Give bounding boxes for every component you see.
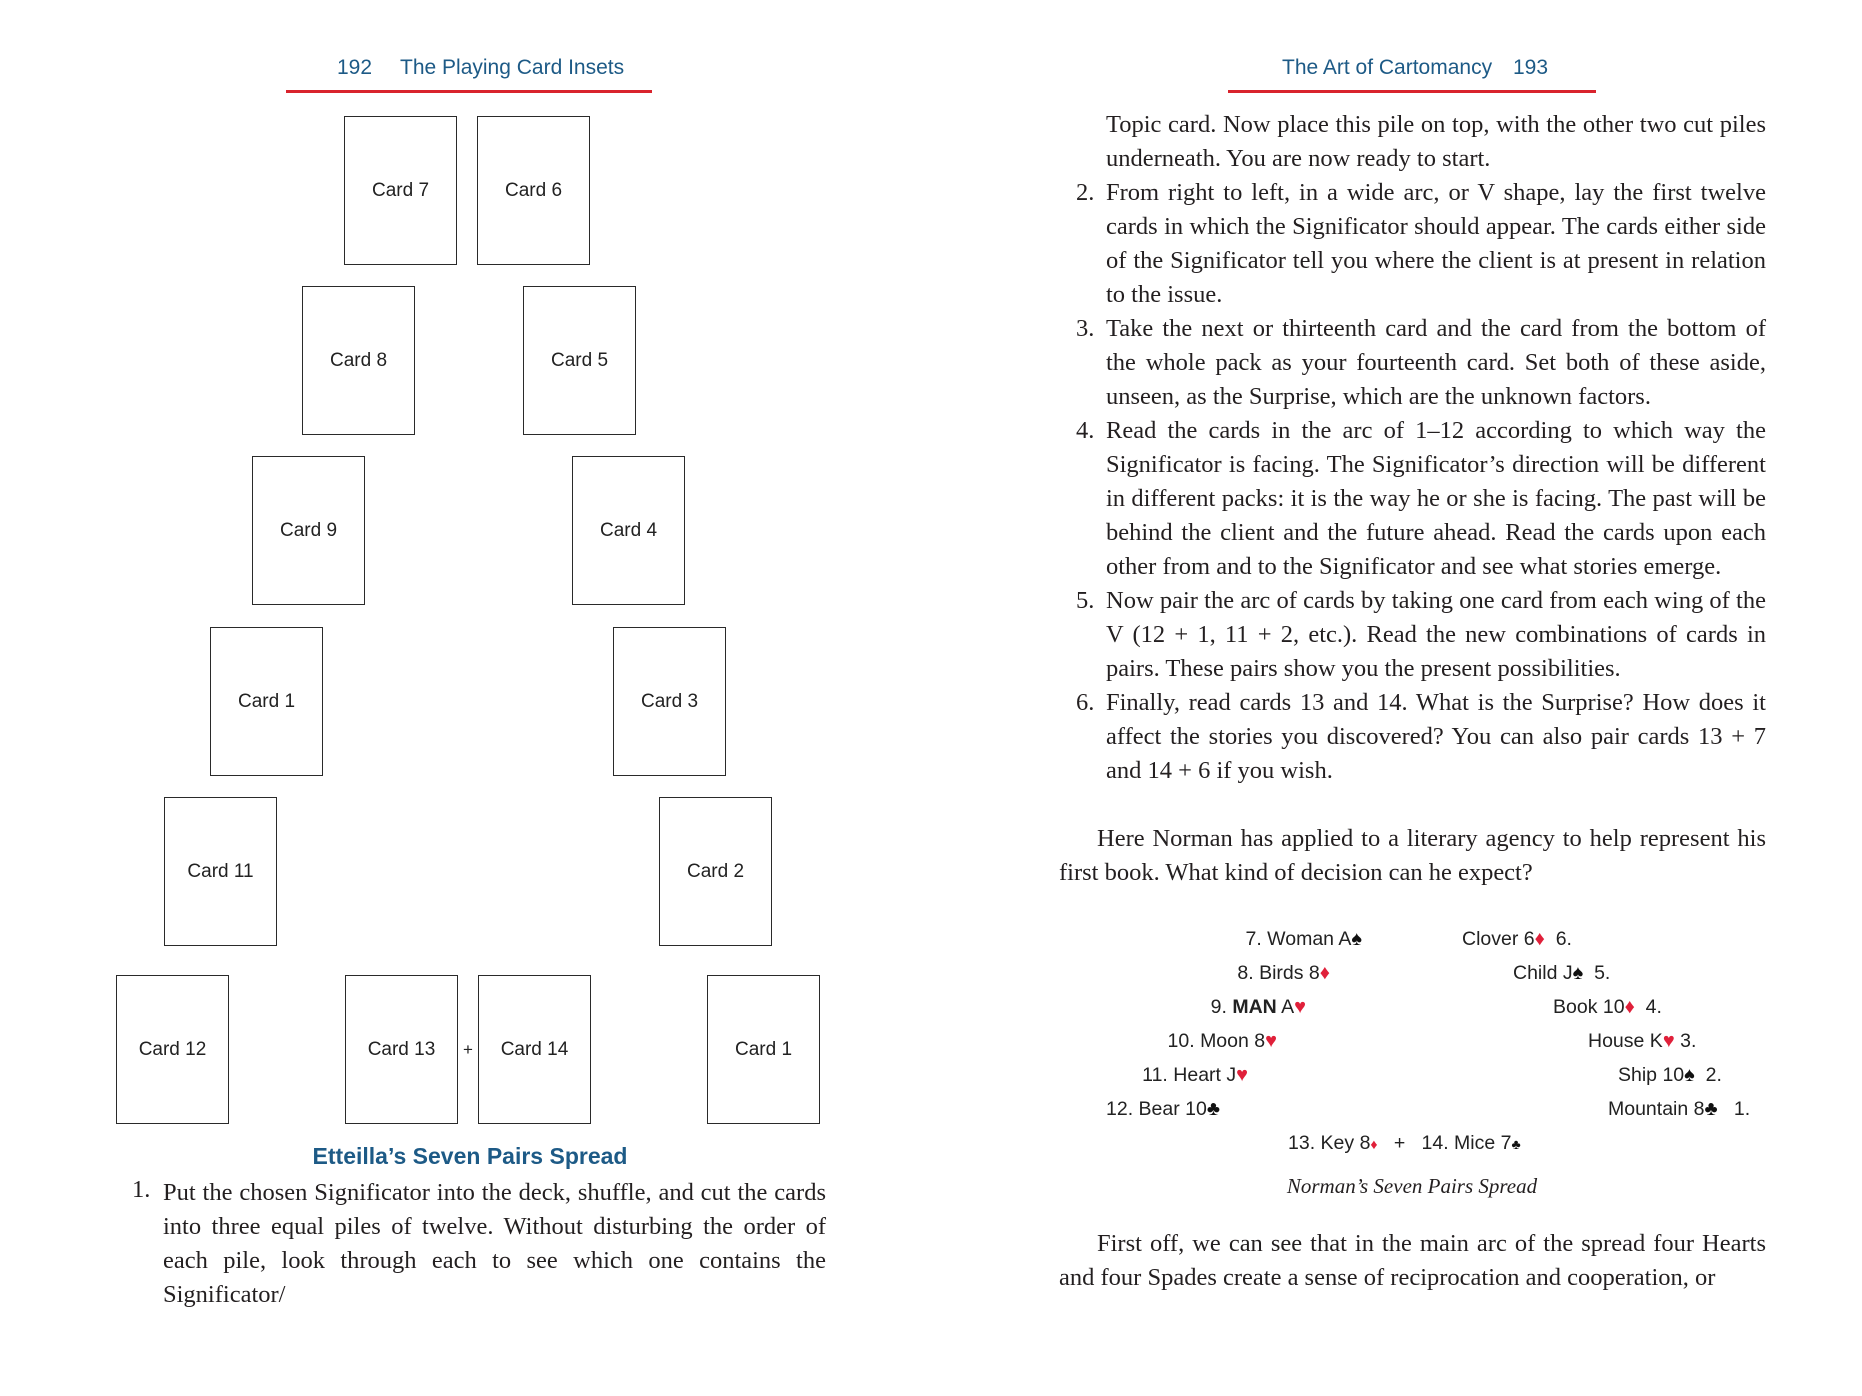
step-4 (1059, 414, 1766, 584)
entry-rank: J (1562, 962, 1573, 984)
entry-name: Woman (1267, 928, 1335, 950)
step-1-continuation: Topic card. Now place this pile on top, with the other two cut piles underneath. You are now ready to start. (1106, 111, 1766, 172)
entry-name: Ship (1618, 1064, 1658, 1086)
right-page-number: 193 (1513, 56, 1549, 79)
entry-rank: 10 (1662, 1064, 1685, 1086)
spread-entry-3 (1588, 1030, 1696, 1053)
heart-icon: ♥ (1294, 996, 1306, 1018)
spread-caption: Norman’s Seven Pairs Spread (1286, 1174, 1538, 1198)
entry-name: Key (1320, 1132, 1355, 1154)
entry-num: 11. (1142, 1064, 1168, 1086)
spread-entry-10 (1168, 1030, 1277, 1053)
entry-name: Moon (1200, 1030, 1249, 1052)
entry-name: Book (1553, 996, 1598, 1018)
left-running-header (286, 52, 652, 93)
spread-card-9: Card 9 (252, 456, 365, 605)
right-running-header (1228, 52, 1596, 93)
entry-rank: 8 (1254, 1030, 1266, 1052)
entry-num: 4. (1645, 996, 1662, 1018)
club-icon: ♣ (1704, 1098, 1718, 1120)
entry-name: House (1588, 1030, 1645, 1052)
entry-num: 1. (1733, 1098, 1751, 1120)
step-2 (1059, 176, 1766, 312)
entry-rank: A (1281, 996, 1295, 1018)
step-number: 2. (1076, 179, 1095, 206)
spread-entry-1 (1608, 1098, 1750, 1121)
entry-name: Clover (1462, 928, 1519, 950)
entry-num: 12. (1106, 1098, 1134, 1120)
step-number: 5. (1076, 587, 1095, 614)
entry-rank: 8 (1359, 1132, 1371, 1154)
spread-card-1-left: Card 1 (210, 627, 323, 776)
entry-name: Child (1513, 962, 1558, 984)
entry-num: 13. (1288, 1132, 1316, 1154)
entry-num: 8. (1237, 962, 1254, 984)
spade-icon: ♠ (1351, 928, 1362, 950)
spread-card-14: Card 14 (478, 975, 591, 1124)
spread-card-6: Card 6 (477, 116, 590, 265)
step-text: Finally, read cards 13 and 14. What is the Surprise? How does it affect the stories you discovered? You can also pair cards 13 + 7 and 14 + 6 if you wish. (1106, 689, 1766, 784)
plus-sign: + (1393, 1132, 1406, 1154)
entry-num: 6. (1555, 928, 1572, 950)
left-header-title: The Playing Card Insets (400, 56, 625, 79)
club-icon: ♣ (1511, 1136, 1521, 1152)
diamond-icon: ♦ (1624, 996, 1635, 1018)
entry-rank: 8 (1693, 1098, 1705, 1120)
entry-name: Mice (1454, 1132, 1496, 1154)
spread-entry-5 (1513, 962, 1610, 985)
entry-rank: K (1649, 1030, 1663, 1052)
diamond-icon: ♦ (1319, 962, 1330, 984)
spread-card-2: Card 2 (659, 797, 772, 946)
entry-name: Heart (1173, 1064, 1221, 1086)
spread-entry-7 (1245, 928, 1362, 951)
entry-name: Mountain (1608, 1098, 1689, 1120)
step-text: Read the cards in the arc of 1–12 according to which way the Significator is facing. The Significator’s direction will be different in different packs: it is the way he or she is facing. The past will be behind the client and the future ahead. Read the cards upon each other from and to the Significator and see what stories emerge. (1106, 417, 1766, 580)
step-number: 4. (1076, 417, 1095, 444)
diamond-icon: ♦ (1370, 1136, 1378, 1152)
spread-card-11: Card 11 (164, 797, 277, 946)
right-body (1059, 108, 1766, 890)
entry-name: Bear (1138, 1098, 1180, 1120)
spade-icon: ♠ (1572, 962, 1584, 984)
entry-num: 2. (1705, 1064, 1722, 1086)
entry-num: 5. (1594, 962, 1611, 984)
entry-rank: J (1226, 1064, 1237, 1086)
entry-rank: A (1338, 928, 1352, 950)
spread-card-5: Card 5 (523, 286, 636, 435)
entry-rank: 10 (1185, 1098, 1207, 1120)
spade-icon: ♠ (1684, 1064, 1695, 1086)
step-text: From right to left, in a wide arc, or V shape, lay the first twelve cards in which the Significator should appear. The cards either side of the Significator tell you where the client is at present in relation to the issue. (1106, 179, 1766, 308)
spread-card-7: Card 7 (344, 116, 457, 265)
step-number: 3. (1076, 315, 1095, 342)
spread-entry-9 (1211, 996, 1306, 1019)
spread-card-8: Card 8 (302, 286, 415, 435)
right-header-title: The Art of Cartomancy (1282, 56, 1493, 79)
spread-card-4: Card 4 (572, 456, 685, 605)
heart-icon: ♥ (1236, 1064, 1248, 1086)
entry-num: 3. (1680, 1030, 1697, 1052)
intro-paragraph: Here Norman has applied to a literary agency to help represent his first book. What kind of decision can he expect? (1059, 825, 1766, 886)
step-3 (1059, 312, 1766, 414)
spread-card-1-right: Card 1 (707, 975, 820, 1124)
spread-entry-6 (1462, 928, 1572, 951)
entry-num: 9. (1210, 996, 1227, 1018)
spread-entry-11 (1142, 1064, 1248, 1087)
step-5 (1059, 584, 1766, 686)
step-number: 6. (1076, 689, 1095, 716)
spread-surprise-pair (1288, 1132, 1521, 1155)
entry-num: 7. (1245, 928, 1262, 950)
heart-icon: ♥ (1265, 1030, 1277, 1052)
plus-sign: + (463, 1040, 473, 1059)
spread-card-12: Card 12 (116, 975, 229, 1124)
closing-paragraph: First off, we can see that in the main arc of the spread four Hearts and four Spades create a sense of reciprocation and cooperation, or (1059, 1230, 1766, 1291)
entry-num: 10. (1167, 1030, 1195, 1052)
step-1-number: 1. (132, 1176, 151, 1203)
diamond-icon: ♦ (1534, 928, 1545, 950)
heart-icon: ♥ (1662, 1030, 1675, 1052)
spread-entry-2 (1618, 1064, 1722, 1087)
step-1-text: Put the chosen Significator into the deck, shuffle, and cut the cards into three equal piles of twelve. Without disturbing the order of each pile, look through each to see which one contains the Significator/ (163, 1179, 826, 1308)
spread-entry-4 (1553, 996, 1662, 1019)
club-icon: ♣ (1206, 1098, 1220, 1120)
spread-entry-12 (1106, 1098, 1220, 1121)
spread-card-13: Card 13 (345, 975, 458, 1124)
entry-rank: 7 (1500, 1132, 1512, 1154)
entry-name: Birds (1259, 962, 1304, 984)
left-page-number: 192 (337, 56, 373, 79)
figure-caption: Etteilla’s Seven Pairs Spread (312, 1143, 628, 1169)
step-text: Take the next or thirteenth card and the card from the bottom of the whole pack as your fourteenth card. Set both of these aside, unseen, as the Surprise, which are the unknown factors. (1106, 315, 1766, 410)
entry-rank: 10 (1602, 996, 1625, 1018)
step-text: Now pair the arc of cards by taking one card from each wing of the V (12 + 1, 11 + 2, etc.). Read the new combinations of cards in pairs. These pairs show you the present possibilities. (1106, 587, 1766, 682)
entry-name: MAN (1232, 996, 1277, 1018)
step-6 (1059, 686, 1766, 788)
spread-card-3: Card 3 (613, 627, 726, 776)
entry-rank: 8 (1308, 962, 1320, 984)
entry-rank: 6 (1523, 928, 1535, 950)
spread-entry-8 (1237, 962, 1330, 985)
entry-num: 14. (1421, 1132, 1449, 1154)
